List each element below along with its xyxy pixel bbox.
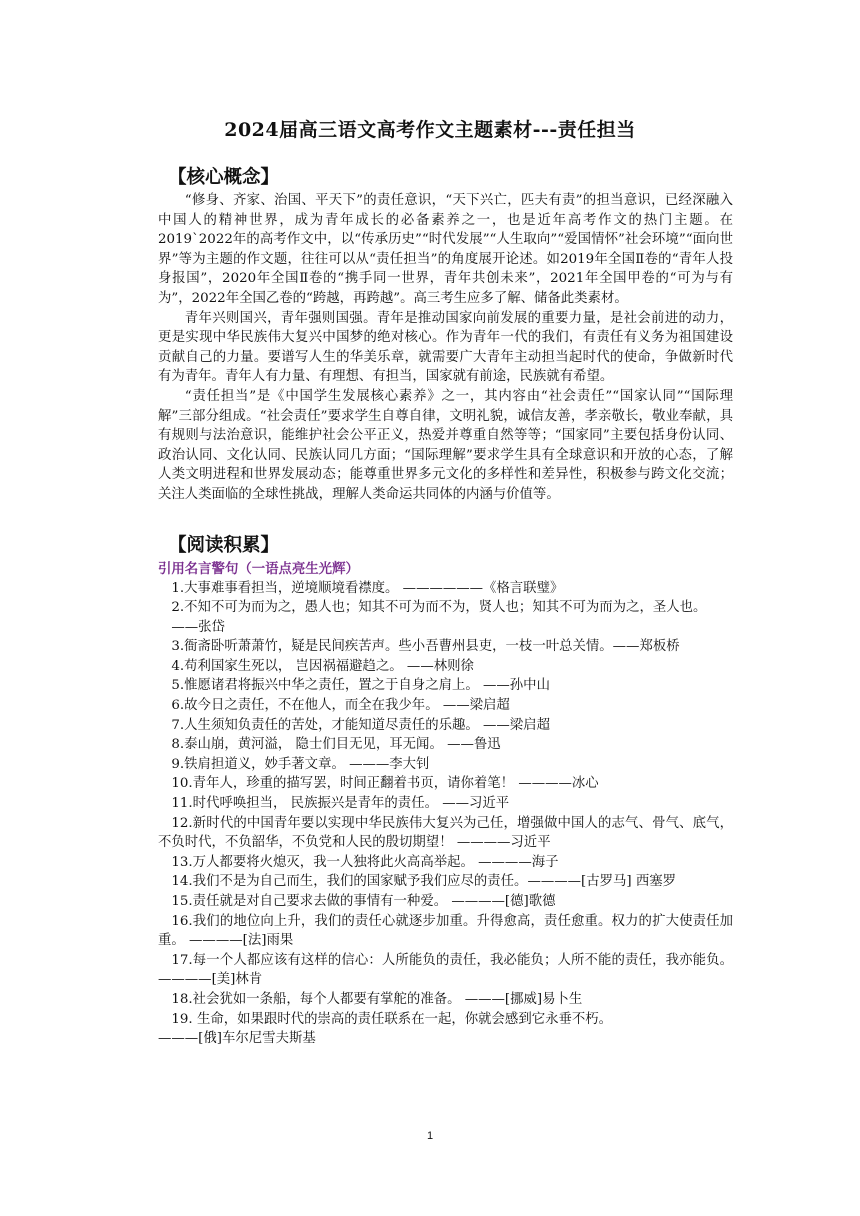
- quote-author: ——张岱: [171, 619, 225, 635]
- core-paragraph: “责任担当”是《中国学生发展核心素养》之一，其内容由“社会责任”“国家认同”“国际理解”三部分组成。“社会责任”要求学生自尊自律，文明礼貌，诚信友善，孝亲敬长，敬业奉献，具有规则与法治意识，能维护社会公平正义，热爱并尊重自然等等；“国家同”主要包括身份认同、政治认同、文化认同、民族认同几方面；“国际理解”要求学生具有全球意识和开放的心态，了解人类文明进程和世界发展动态；能尊重世界多元文化的多样性和差异性，积极参与跨文化交流；关注人类面临的全球性挑战，理解人类命运共同体的内涵与价值等。: [158, 388, 733, 502]
- document-body: [158, 165, 733, 1049]
- quotes-subheading: 引用名言警句（一语点亮生光辉）: [158, 560, 359, 577]
- quote-item: 16.我们的地位向上升，我们的责任心就逐步加重。升得愈高，责任愈重。权力的扩大使责任加重。 ————[法]雨果: [158, 913, 733, 949]
- quote-item: 15.责任就是对自己要求去做的事情有一种爱。 ————[德]歌德: [171, 894, 556, 909]
- section-heading-core: 【核心概念】: [168, 167, 280, 188]
- document-title: 2024届高三语文高考作文主题素材---责任担当: [224, 119, 636, 141]
- page-number: 1: [426, 1130, 434, 1142]
- quote-author: ———[俄]车尔尼雪夫斯基: [158, 1031, 316, 1047]
- quote-item: 4.苟利国家生死以， 岂因祸福避趋之。 ——林则徐: [171, 658, 474, 674]
- quote-item: 18.社会犹如一条船，每个人都要有掌舵的准备。 ———[挪威]易卜生: [171, 991, 583, 1007]
- quote-item: 1.大事难事看担当，逆境顺境看襟度。 ——————《格言联璧》: [171, 580, 564, 596]
- quote-item: 17.每一个人都应该有这样的信心：人所能负的责任，我必能负；人所不能的责任，我亦能负。 ————[美]林肯: [158, 952, 733, 988]
- quote-item: 6.故今日之责任，不在他人，而全在我少年。 ——梁启超: [171, 698, 510, 714]
- core-paragraph: 青年兴则国兴，青年强则国强。青年是推动国家向前发展的重要力量，是社会前进的动力，更是实现中华民族伟大复兴中国梦的绝对核心。作为青年一代的我们，有责任有义务为祖国建设贡献自己的力量。要谱写人生的华美乐章，就需要广大青年主动担当起时代的使命，争做新时代有为青年。青年人有力量、有理想、有担当，国家就有前途，民族就有希望。: [158, 310, 733, 385]
- quote-item: 11.时代呼唤担当， 民族振兴是青年的责任。 ——习近平: [171, 796, 510, 812]
- quote-item: 9.铁肩担道义，妙手著文章。 ———李大钊: [171, 756, 430, 772]
- quote-list: [158, 579, 733, 1049]
- quote-item: 3.衙斋卧听萧萧竹，疑是民间疾苦声。些小吾曹州县吏，一枝一叶总关情。——郑板桥: [171, 639, 680, 655]
- quote-item: 5.惟愿诸君将振兴中华之责任，置之于自身之肩上。 ——孙中山: [171, 678, 550, 694]
- quote-item: 13.万人都要将火熄灭，我一人独将此火高高举起。 ————海子: [171, 854, 559, 870]
- quote-item: 12.新时代的中国青年要以实现中华民族伟大复兴为己任，增强做中国人的志气、骨气、底气，不负时代，不负韶华，不负党和人民的殷切期望！ ————习近平: [158, 815, 733, 851]
- section-heading-reading: 【阅读积累】: [168, 534, 280, 556]
- quote-item: 2.不知不可为而为之，愚人也；知其不可为而不为，贤人也；知其不可为而为之，圣人也。: [171, 600, 707, 616]
- quote-item: 14.我们不是为自己而生，我们的国家赋予我们应尽的责任。————[古罗马] 西塞罗: [171, 874, 677, 890]
- quote-item: 8.泰山崩，黄河溢， 隐士们目无见，耳无闻。 ——鲁迅: [171, 737, 501, 753]
- quote-item: 10.青年人，珍重的描写罢，时间正翻着书页，请你着笔！ ————冰心: [171, 776, 599, 792]
- quote-item: 7.人生须知负责任的苦处，才能知道尽责任的乐趣。 ——梁启超: [171, 717, 550, 733]
- quote-item: 19. 生命，如果跟时代的崇高的责任联系在一起，你就会感到它永垂不朽。: [171, 1011, 613, 1027]
- core-paragraph: “修身、齐家、治国、平天下”的责任意识，“天下兴亡，匹夫有责”的担当意识，已经深融入中国人的精神世界，成为青年成长的必备素养之一，也是近年高考作文的热门主题。在2019`2022年的高考作文中，以“传承历史”“时代发展”“人生取向”“爱国情怀”社会环境”“面向世界”等为主题的作文题，往往可以从“责任担当”的角度展开论述。如2019年全国Ⅱ卷的“青年人投身报国”，2020年全国Ⅱ卷的“携手同一世界，青年共创未来”，2021年全国甲卷的“可为与有为”，2022年全国乙卷的“跨越，再跨越”。高三考生应多了解、储备此类素材。: [158, 193, 733, 306]
